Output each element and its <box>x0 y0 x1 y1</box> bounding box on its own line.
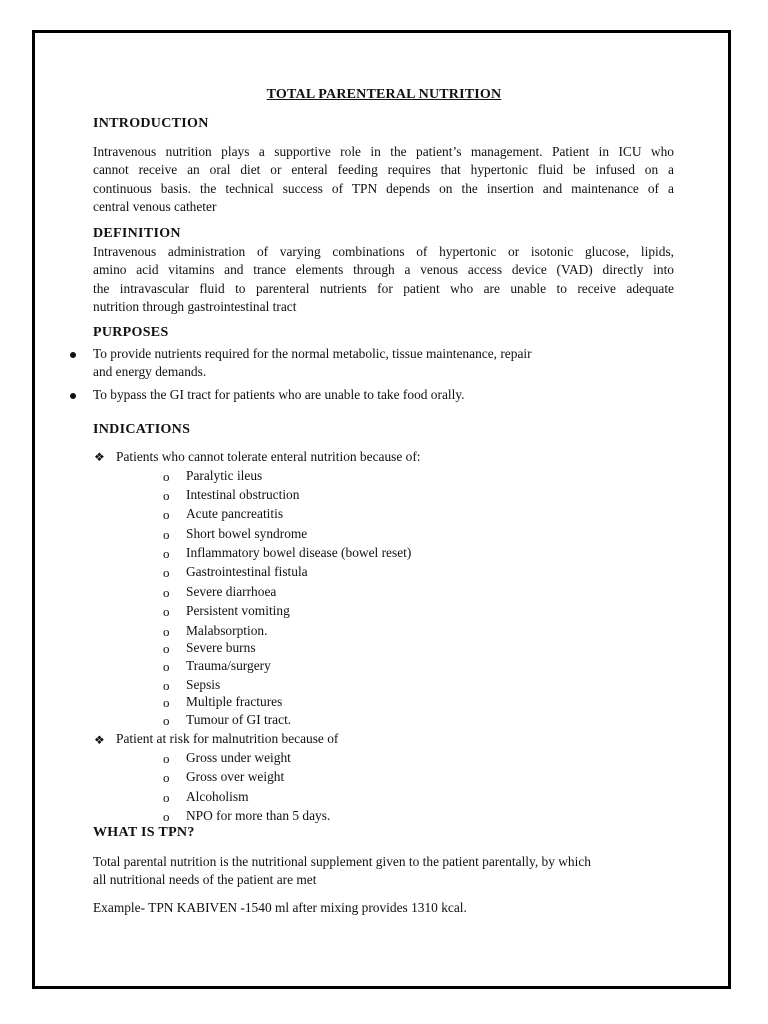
sub-bullet-icon: o <box>163 546 170 561</box>
tpn-example-text: Example- TPN KABIVEN -1540 ml after mixing provides 1310 kcal. <box>93 900 467 915</box>
sub-bullet-icon: o <box>163 659 170 674</box>
sub-bullet-icon: o <box>163 751 170 766</box>
sub-bullet-icon: o <box>163 809 170 824</box>
indication-item: Short bowel syndrome <box>186 526 308 541</box>
sub-bullet-icon: o <box>163 527 170 542</box>
indication-group-label: Patients who cannot tolerate enteral nutrition because of: <box>116 449 421 464</box>
diamond-bullet-icon: ❖ <box>94 450 105 464</box>
sub-bullet-icon: o <box>163 624 170 639</box>
sub-bullet-icon: o <box>163 585 170 600</box>
document-title: TOTAL PARENTERAL NUTRITION <box>266 87 502 102</box>
indications-heading: INDICATIONS <box>93 422 191 437</box>
diamond-bullet-icon: ❖ <box>94 733 105 747</box>
introduction-line: central venous catheter <box>93 198 217 214</box>
indication-item: Acute pancreatitis <box>186 506 284 521</box>
indication-item: Intestinal obstruction <box>186 487 300 502</box>
definition-line: Intravenous administration of varying combinations of hypertonic or isotonic glucose, lipids, <box>93 244 674 259</box>
indication-item: Severe diarrhoea <box>186 584 277 599</box>
indication-item: Paralytic ileus <box>186 468 263 483</box>
purpose-item-line: To provide nutrients required for the normal metabolic, tissue maintenance, repair <box>93 346 532 361</box>
indication-item: Tumour of GI tract. <box>186 712 292 727</box>
sub-bullet-icon: o <box>163 770 170 785</box>
sub-bullet-icon: o <box>163 469 170 484</box>
definition-line: amino acid vitamins and trance elements through a venous access device (VAD) directly into <box>93 262 674 278</box>
what-is-tpn-line: Total parental nutrition is the nutritional supplement given to the patient parentally, by which <box>93 854 591 869</box>
indication-item: Inflammatory bowel disease (bowel reset) <box>186 545 412 560</box>
indication-group-label: Patient at risk for malnutrition because of <box>116 731 339 746</box>
sub-bullet-icon: o <box>163 790 170 805</box>
indication-item: Trauma/surgery <box>186 658 271 673</box>
indication-item: Gross under weight <box>186 750 291 765</box>
indication-item: Severe burns <box>186 640 256 655</box>
sub-bullet-icon: o <box>163 695 170 710</box>
definition-heading: DEFINITION <box>93 226 181 241</box>
introduction-line: Intravenous nutrition plays a supportive role in the patient’s management. Patient in ICU who <box>93 144 674 159</box>
indication-item: Sepsis <box>186 677 221 692</box>
sub-bullet-icon: o <box>163 488 170 503</box>
what-is-tpn-line: all nutritional needs of the patient are met <box>93 872 317 888</box>
indication-item: Gastrointestinal fistula <box>186 564 308 579</box>
indication-item: Multiple fractures <box>186 694 283 709</box>
sub-bullet-icon: o <box>163 641 170 656</box>
sub-bullet-icon: o <box>163 678 170 693</box>
definition-line: nutrition through gastrointestinal tract <box>93 298 297 314</box>
purposes-heading: PURPOSES <box>93 325 169 340</box>
indication-item: Persistent vomiting <box>186 603 290 618</box>
purpose-item-line: and energy demands. <box>93 364 207 379</box>
definition-line: the intravascular fluid to parenteral nutrients for patient who are unable to receive adequate <box>93 280 674 296</box>
purpose-item-line: To bypass the GI tract for patients who are unable to take food orally. <box>93 387 465 402</box>
introduction-paragraph <box>93 143 674 216</box>
indication-item: Gross over weight <box>186 769 285 784</box>
sub-bullet-icon: o <box>163 507 170 522</box>
sub-bullet-icon: o <box>163 713 170 728</box>
sub-bullet-icon: o <box>163 604 170 619</box>
bullet-icon <box>70 393 76 399</box>
indication-item: Alcoholism <box>186 789 249 804</box>
bullet-icon <box>70 352 76 358</box>
introduction-line: continuous basis. the technical success of TPN depends on the insertion and maintenance of a <box>93 180 674 196</box>
what-is-tpn-heading: WHAT IS TPN? <box>93 825 195 840</box>
indication-item: Malabsorption. <box>186 623 268 638</box>
introduction-line: cannot receive an oral diet or enteral feeding requires that hypertonic fluid be infused on a <box>93 162 674 178</box>
sub-bullet-icon: o <box>163 565 170 580</box>
indication-item: NPO for more than 5 days. <box>186 808 331 823</box>
what-is-tpn-paragraph <box>93 853 674 890</box>
definition-paragraph <box>93 243 674 316</box>
introduction-heading: INTRODUCTION <box>93 116 209 131</box>
